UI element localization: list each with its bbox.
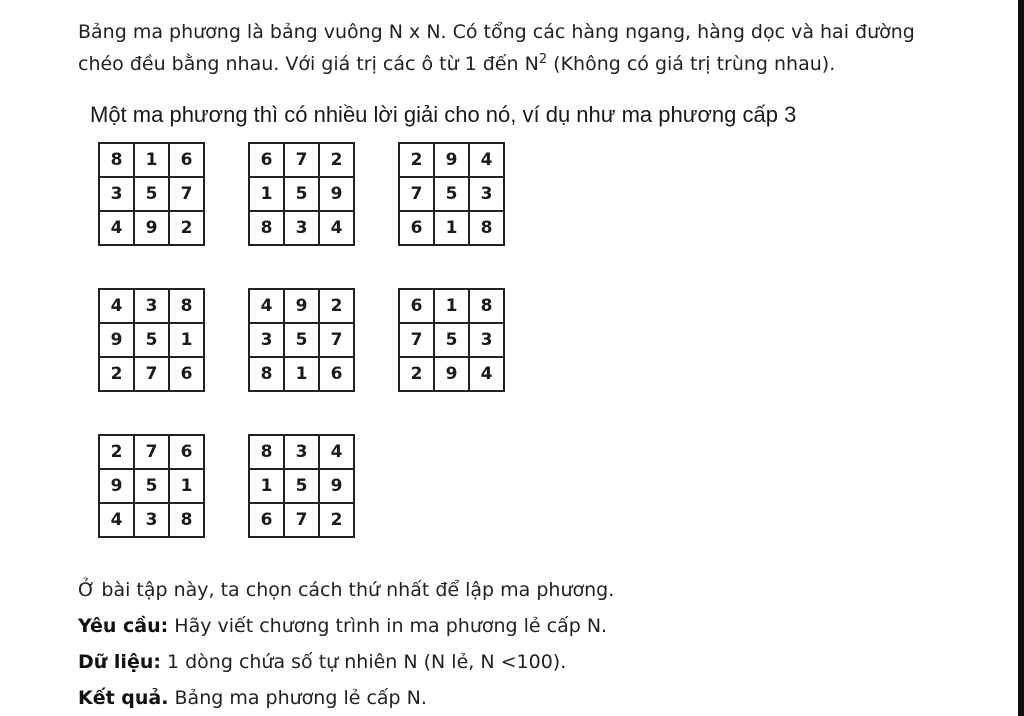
cell: 3 bbox=[99, 177, 134, 211]
cell: 2 bbox=[99, 435, 134, 469]
cell: 5 bbox=[284, 177, 319, 211]
data-label: Dữ liệu: bbox=[78, 651, 161, 673]
cell: 2 bbox=[319, 503, 354, 537]
outro-section bbox=[78, 572, 614, 716]
cell: 8 bbox=[249, 357, 284, 391]
cell: 5 bbox=[134, 177, 169, 211]
cell: 8 bbox=[469, 211, 504, 245]
magic-square-7 bbox=[98, 434, 205, 538]
cell: 4 bbox=[99, 289, 134, 323]
magic-square-6 bbox=[398, 288, 505, 392]
cell: 7 bbox=[284, 503, 319, 537]
cell: 8 bbox=[169, 289, 204, 323]
cell: 8 bbox=[249, 435, 284, 469]
intro-line-2 bbox=[78, 48, 998, 80]
magic-square-2 bbox=[248, 142, 355, 246]
cell: 4 bbox=[469, 143, 504, 177]
magic-square-5 bbox=[248, 288, 355, 392]
cell: 4 bbox=[249, 289, 284, 323]
cell: 6 bbox=[169, 435, 204, 469]
cell: 5 bbox=[434, 177, 469, 211]
cell: 6 bbox=[319, 357, 354, 391]
result-label: Kết quả. bbox=[78, 687, 169, 709]
cell: 9 bbox=[434, 143, 469, 177]
cell: 5 bbox=[284, 323, 319, 357]
cell: 6 bbox=[249, 143, 284, 177]
cell: 1 bbox=[169, 469, 204, 503]
cell: 1 bbox=[249, 469, 284, 503]
magic-square-1 bbox=[98, 142, 205, 246]
data-text: 1 dòng chứa số tự nhiên N (N lẻ, N <100). bbox=[160, 651, 567, 673]
cell: 6 bbox=[249, 503, 284, 537]
data-line bbox=[78, 644, 614, 680]
cell: 1 bbox=[434, 211, 469, 245]
cell: 4 bbox=[99, 211, 134, 245]
outro-line-1: Ở bài tập này, ta chọn cách thứ nhất để lập ma phương. bbox=[78, 579, 615, 601]
cell: 1 bbox=[284, 357, 319, 391]
cell: 7 bbox=[399, 323, 434, 357]
magic-square-3 bbox=[398, 142, 505, 246]
magic-square-4 bbox=[98, 288, 205, 392]
cell: 5 bbox=[434, 323, 469, 357]
cell: 4 bbox=[469, 357, 504, 391]
cell: 3 bbox=[249, 323, 284, 357]
cell: 8 bbox=[469, 289, 504, 323]
cell: 8 bbox=[99, 143, 134, 177]
cell: 6 bbox=[399, 289, 434, 323]
cell: 2 bbox=[319, 143, 354, 177]
cell: 7 bbox=[169, 177, 204, 211]
cell: 1 bbox=[249, 177, 284, 211]
cell: 3 bbox=[134, 289, 169, 323]
cell: 7 bbox=[134, 435, 169, 469]
cell: 9 bbox=[319, 469, 354, 503]
cell: 8 bbox=[249, 211, 284, 245]
cell: 9 bbox=[284, 289, 319, 323]
cell: 2 bbox=[169, 211, 204, 245]
cell: 3 bbox=[469, 177, 504, 211]
cell: 3 bbox=[284, 435, 319, 469]
cell: 3 bbox=[284, 211, 319, 245]
cell: 6 bbox=[399, 211, 434, 245]
magic-square-8 bbox=[248, 434, 355, 538]
cell: 7 bbox=[284, 143, 319, 177]
cell: 6 bbox=[169, 143, 204, 177]
lead-sentence: Một ma phương thì có nhiều lời giải cho nó, ví dụ như ma phương cấp 3 bbox=[90, 102, 797, 127]
cell: 4 bbox=[319, 211, 354, 245]
cell: 6 bbox=[169, 357, 204, 391]
cell: 8 bbox=[169, 503, 204, 537]
cell: 7 bbox=[319, 323, 354, 357]
cell: 9 bbox=[99, 323, 134, 357]
cell: 2 bbox=[99, 357, 134, 391]
intro-line-2-text: chéo đều bằng nhau. Với giá trị các ô từ 1 đến N bbox=[78, 53, 539, 75]
requirement-text: Hãy viết chương trình in ma phương lẻ cấp N. bbox=[168, 615, 608, 637]
cell: 3 bbox=[134, 503, 169, 537]
cell: 9 bbox=[319, 177, 354, 211]
cell: 4 bbox=[319, 435, 354, 469]
intro-line-2-tail: (Không có giá trị trùng nhau). bbox=[547, 53, 836, 75]
cell: 7 bbox=[134, 357, 169, 391]
intro-paragraph bbox=[78, 16, 998, 80]
cell: 3 bbox=[469, 323, 504, 357]
result-text: Bảng ma phương lẻ cấp N. bbox=[168, 687, 427, 709]
cell: 2 bbox=[399, 143, 434, 177]
intro-line-1: Bảng ma phương là bảng vuông N x N. Có tổng các hàng ngang, hàng dọc và hai đường bbox=[78, 21, 915, 43]
cell: 1 bbox=[134, 143, 169, 177]
requirement-label: Yêu cầu: bbox=[78, 615, 169, 637]
cell: 9 bbox=[434, 357, 469, 391]
cell: 5 bbox=[284, 469, 319, 503]
cell: 5 bbox=[134, 323, 169, 357]
cell: 1 bbox=[169, 323, 204, 357]
cell: 1 bbox=[434, 289, 469, 323]
cell: 7 bbox=[399, 177, 434, 211]
cell: 2 bbox=[319, 289, 354, 323]
superscript-2: 2 bbox=[538, 52, 548, 67]
requirement-line bbox=[78, 608, 614, 644]
right-border bbox=[1018, 0, 1024, 716]
cell: 9 bbox=[99, 469, 134, 503]
result-line bbox=[78, 680, 614, 716]
cell: 2 bbox=[399, 357, 434, 391]
cell: 5 bbox=[134, 469, 169, 503]
cell: 4 bbox=[99, 503, 134, 537]
cell: 9 bbox=[134, 211, 169, 245]
